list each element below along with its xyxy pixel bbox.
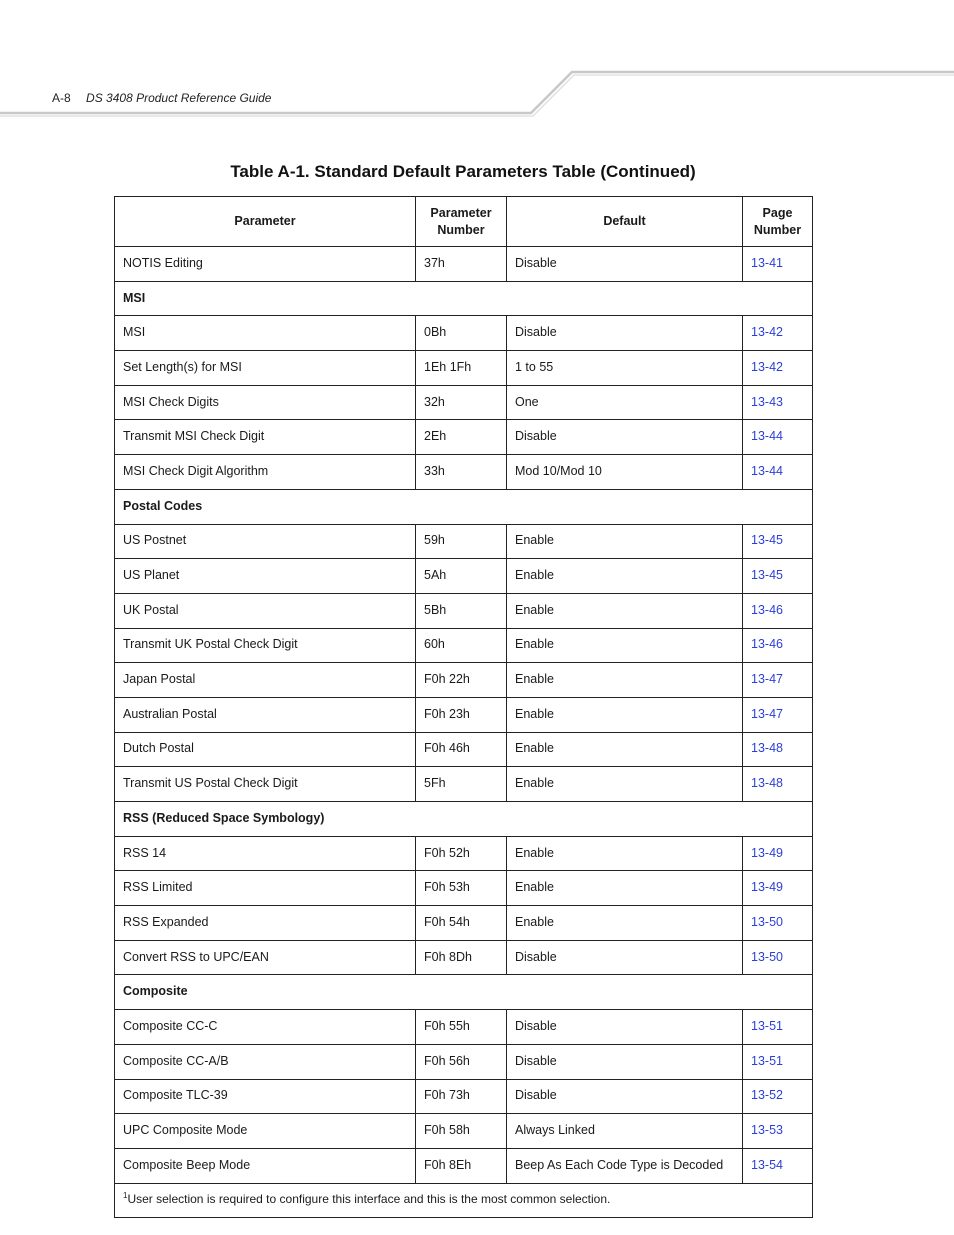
parameter-cell: RSS Limited	[115, 871, 416, 906]
page-link[interactable]: 13-51	[751, 1053, 783, 1068]
parameter-number-cell: 5Ah	[416, 559, 507, 594]
table-row	[115, 663, 813, 698]
parameter-cell: Composite TLC-39	[115, 1079, 416, 1114]
table-title: Table A-1. Standard Default Parameters Table (Continued)	[230, 162, 696, 181]
default-cell: Disable	[507, 316, 743, 351]
parameter-cell: US Planet	[115, 559, 416, 594]
page-link[interactable]: 13-45	[751, 533, 783, 548]
default-cell: Disable	[507, 940, 743, 975]
page-link[interactable]: 13-49	[751, 845, 783, 860]
parameter-cell: Composite CC-C	[115, 1010, 416, 1045]
parameter-number-cell: 32h	[416, 385, 507, 420]
parameter-cell: RSS 14	[115, 836, 416, 871]
parameter-cell: Composite Beep Mode	[115, 1148, 416, 1183]
page-link[interactable]: 13-47	[751, 706, 783, 721]
page-number-cell	[743, 663, 813, 698]
table-row	[115, 836, 813, 871]
parameter-cell: Composite CC-A/B	[115, 1044, 416, 1079]
default-cell: Enable	[507, 836, 743, 871]
page-number-cell	[743, 1044, 813, 1079]
default-cell: Beep As Each Code Type is Decoded	[507, 1148, 743, 1183]
page-number-cell	[743, 1148, 813, 1183]
table-row	[115, 732, 813, 767]
parameter-number-cell: F0h 56h	[416, 1044, 507, 1079]
page-link[interactable]: 13-47	[751, 672, 783, 687]
column-header-parameter: Parameter	[115, 197, 416, 247]
parameter-cell: Transmit US Postal Check Digit	[115, 767, 416, 802]
page-link[interactable]: 13-44	[751, 429, 783, 444]
table-row	[115, 697, 813, 732]
table-row	[115, 1010, 813, 1045]
default-cell: Mod 10/Mod 10	[507, 455, 743, 490]
page-link[interactable]: 13-42	[751, 325, 783, 340]
page-number-cell	[743, 385, 813, 420]
page-number-cell	[743, 559, 813, 594]
parameter-cell: MSI Check Digits	[115, 385, 416, 420]
default-cell: Enable	[507, 697, 743, 732]
section-row	[115, 281, 813, 316]
table-body	[115, 247, 813, 1218]
parameter-number-cell: F0h 52h	[416, 836, 507, 871]
table-row	[115, 1114, 813, 1149]
section-label: Postal Codes	[115, 489, 813, 524]
column-header-default: Default	[507, 197, 743, 247]
default-cell: Enable	[507, 593, 743, 628]
table-row	[115, 420, 813, 455]
page-number-cell	[743, 732, 813, 767]
default-cell: Enable	[507, 732, 743, 767]
footnote	[115, 1183, 813, 1217]
parameter-cell: Australian Postal	[115, 697, 416, 732]
parameter-number-cell: 5Bh	[416, 593, 507, 628]
parameter-number-cell: F0h 54h	[416, 906, 507, 941]
parameter-cell: Transmit UK Postal Check Digit	[115, 628, 416, 663]
footnote-marker: 1	[123, 1191, 128, 1201]
page-number-cell	[743, 628, 813, 663]
table-row	[115, 593, 813, 628]
table-row	[115, 1079, 813, 1114]
parameter-number-cell: 0Bh	[416, 316, 507, 351]
parameter-number-cell: F0h 53h	[416, 871, 507, 906]
parameter-cell: US Postnet	[115, 524, 416, 559]
page-number-cell	[743, 697, 813, 732]
table-row	[115, 871, 813, 906]
footnote-row	[115, 1183, 813, 1217]
default-cell: Enable	[507, 663, 743, 698]
page-link[interactable]: 13-53	[751, 1123, 783, 1138]
table-row	[115, 559, 813, 594]
parameter-number-cell: F0h 23h	[416, 697, 507, 732]
default-cell: Disable	[507, 1044, 743, 1079]
running-head	[52, 91, 271, 105]
default-cell: Disable	[507, 420, 743, 455]
table-row	[115, 385, 813, 420]
table-row	[115, 906, 813, 941]
table-row	[115, 455, 813, 490]
parameter-number-cell: 37h	[416, 247, 507, 282]
page-link[interactable]: 13-50	[751, 914, 783, 929]
parameter-number-cell: 60h	[416, 628, 507, 663]
page-number-cell	[743, 420, 813, 455]
table-header-row	[115, 197, 813, 247]
page-number-cell	[743, 940, 813, 975]
section-label: MSI	[115, 281, 813, 316]
parameter-cell: RSS Expanded	[115, 906, 416, 941]
default-cell: Enable	[507, 628, 743, 663]
parameter-number-cell: 2Eh	[416, 420, 507, 455]
default-cell: One	[507, 385, 743, 420]
section-label: RSS (Reduced Space Symbology)	[115, 802, 813, 837]
section-row	[115, 975, 813, 1010]
page-number-cell	[743, 1114, 813, 1149]
page-number-cell	[743, 1010, 813, 1045]
default-cell: Enable	[507, 524, 743, 559]
parameter-number-cell: F0h 58h	[416, 1114, 507, 1149]
parameter-number-cell: F0h 55h	[416, 1010, 507, 1045]
page-link[interactable]: 13-52	[751, 1088, 783, 1103]
page-link[interactable]: 13-41	[751, 255, 783, 270]
table-row	[115, 628, 813, 663]
parameter-cell: Dutch Postal	[115, 732, 416, 767]
table-row	[115, 767, 813, 802]
page-link[interactable]: 13-54	[751, 1157, 783, 1172]
parameter-number-cell: 59h	[416, 524, 507, 559]
page-link[interactable]: 13-48	[751, 776, 783, 791]
document-title: DS 3408 Product Reference Guide	[86, 91, 272, 105]
parameter-number-cell: F0h 8Dh	[416, 940, 507, 975]
parameter-cell: NOTIS Editing	[115, 247, 416, 282]
table-row	[115, 940, 813, 975]
parameter-number-cell: F0h 73h	[416, 1079, 507, 1114]
page-number-cell	[743, 247, 813, 282]
parameter-number-cell: 1Eh 1Fh	[416, 351, 507, 386]
page-number-cell	[743, 524, 813, 559]
page-number-cell	[743, 351, 813, 386]
page-number-cell	[743, 316, 813, 351]
page-number-cell	[743, 1079, 813, 1114]
default-cell: Disable	[507, 1079, 743, 1114]
column-header-page-number: Page Number	[743, 197, 813, 247]
section-row	[115, 489, 813, 524]
page-link[interactable]: 13-45	[751, 568, 783, 583]
page-number-cell	[743, 455, 813, 490]
parameter-cell: UPC Composite Mode	[115, 1114, 416, 1149]
parameter-cell: Transmit MSI Check Digit	[115, 420, 416, 455]
page-number-cell	[743, 593, 813, 628]
default-cell: Disable	[507, 247, 743, 282]
page-link[interactable]: 13-42	[751, 359, 783, 374]
parameter-cell: Convert RSS to UPC/EAN	[115, 940, 416, 975]
table-row	[115, 1044, 813, 1079]
default-cell: Disable	[507, 1010, 743, 1045]
page-link[interactable]: 13-49	[751, 880, 783, 895]
page-number-cell	[743, 836, 813, 871]
parameter-cell: MSI	[115, 316, 416, 351]
parameter-cell: UK Postal	[115, 593, 416, 628]
table-row	[115, 524, 813, 559]
parameter-number-cell: F0h 46h	[416, 732, 507, 767]
table-row	[115, 1148, 813, 1183]
page-link[interactable]: 13-46	[751, 602, 783, 617]
section-label: Composite	[115, 975, 813, 1010]
parameter-cell: MSI Check Digit Algorithm	[115, 455, 416, 490]
default-cell: Always Linked	[507, 1114, 743, 1149]
default-cell: Enable	[507, 767, 743, 802]
page-link[interactable]: 13-44	[751, 463, 783, 478]
column-header-parameter-number: Parameter Number	[416, 197, 507, 247]
page-number-cell	[743, 767, 813, 802]
parameter-number-cell: 33h	[416, 455, 507, 490]
default-cell: 1 to 55	[507, 351, 743, 386]
page-label: A-8	[52, 91, 71, 105]
table-row	[115, 316, 813, 351]
page-link[interactable]: 13-50	[751, 949, 783, 964]
parameters-table	[114, 196, 813, 1218]
parameter-number-cell: 5Fh	[416, 767, 507, 802]
default-cell: Enable	[507, 559, 743, 594]
page-number-cell	[743, 906, 813, 941]
page-link[interactable]: 13-48	[751, 741, 783, 756]
parameter-cell: Japan Postal	[115, 663, 416, 698]
section-row	[115, 802, 813, 837]
table-row	[115, 247, 813, 282]
table-row	[115, 351, 813, 386]
page-link[interactable]: 13-51	[751, 1018, 783, 1033]
parameter-number-cell: F0h 22h	[416, 663, 507, 698]
page-link[interactable]: 13-46	[751, 637, 783, 652]
default-cell: Enable	[507, 906, 743, 941]
page-link[interactable]: 13-43	[751, 394, 783, 409]
parameter-number-cell: F0h 8Eh	[416, 1148, 507, 1183]
default-cell: Enable	[507, 871, 743, 906]
parameter-cell: Set Length(s) for MSI	[115, 351, 416, 386]
page-number-cell	[743, 871, 813, 906]
footnote-text: User selection is required to configure this interface and this is the most common selection.	[127, 1192, 611, 1207]
